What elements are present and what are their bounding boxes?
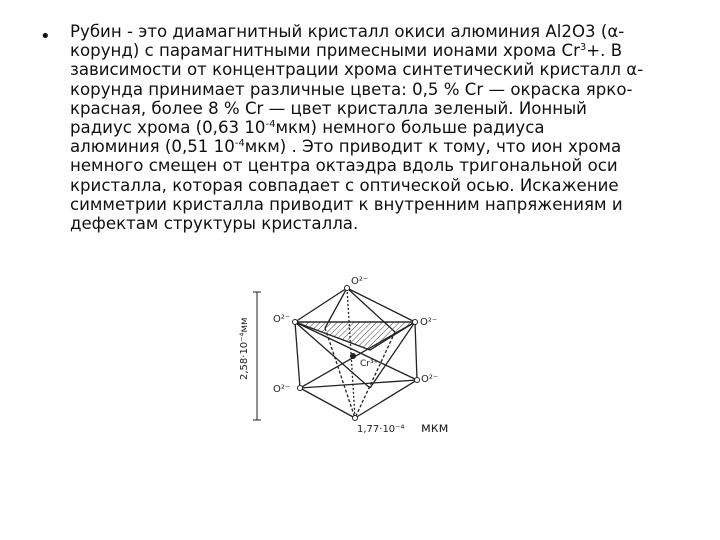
paragraph-line-9: кристалла, которая совпадает с оптической осью. Искажение: [70, 175, 619, 195]
atom-label-upper-right: O²⁻: [420, 317, 438, 328]
edge: [295, 322, 300, 388]
paragraph-line-5: красная, более 8 % Cr — цвет кристалла зеленый. Ионный: [70, 98, 587, 118]
edge: [300, 388, 355, 418]
oxygen-ion: [413, 320, 418, 325]
edge: [355, 380, 417, 418]
atom-label-lower-right: O²⁻: [421, 374, 439, 385]
ruby-description-paragraph: [70, 22, 680, 233]
superscript: -4: [265, 119, 276, 131]
unit-label: мкм: [421, 421, 449, 436]
superscript: -4: [234, 138, 245, 150]
edge: [347, 288, 415, 322]
bullet-marker: •: [40, 26, 51, 47]
oxygen-ion: [345, 286, 350, 291]
hatched-face: [295, 322, 415, 350]
oxygen-ion: [293, 320, 298, 325]
paragraph-line-10: симметрии кристалла приводит к внутренним напряжениям и: [70, 194, 623, 214]
edge: [415, 322, 417, 380]
paragraph-line-7: алюминия (0,51 $10^{-4}мкм$) . Это приводит к тому, что ион хрома: [70, 137, 622, 157]
trigonal-axis: [347, 288, 355, 418]
paragraph-line-4: корунда принимает различные цвета: 0,5 % Cr — окраска ярко-: [70, 79, 633, 99]
horizontal-dimension-label: 1,77·10⁻⁴: [357, 424, 405, 435]
edge: [300, 380, 417, 388]
paragraph-line-6: радиус хрома (0,63 $10^{-4}мкм$) немного больше радиуса: [70, 118, 545, 138]
paragraph-line-3: зависимости от концентрации хрома синтетический кристалл α-: [70, 60, 644, 80]
paragraph-line-11: дефектам структуры кристалла.: [70, 214, 359, 234]
paragraph-line-8: немного смещен от центра октаэдра вдоль тригональной оси: [70, 156, 618, 176]
oxygen-ion: [415, 378, 420, 383]
superscript: 3: [579, 42, 587, 54]
atom-label-chromium: Cr³⁺: [360, 359, 379, 369]
paragraph-line-2: корунд) с парамагнитными примесными ионами хрома $Cr^3+$. В: [70, 41, 623, 61]
chromium-octahedron-diagram: [225, 270, 485, 440]
atom-label-top: O²⁻: [351, 276, 369, 287]
oxygen-ion: [298, 386, 303, 391]
atom-label-lower-left: O²⁻: [273, 384, 291, 395]
paragraph-line-1: Рубин - это диамагнитный кристалл окиси алюминия Al2O3 (α-: [70, 22, 625, 41]
edge: [295, 288, 347, 322]
atom-label-upper-left: O²⁻: [273, 314, 291, 325]
vertical-dimension-label: 2,58·10⁻⁴мм: [239, 317, 250, 380]
chromium-ion: [350, 353, 356, 359]
oxygen-ion: [353, 416, 358, 421]
